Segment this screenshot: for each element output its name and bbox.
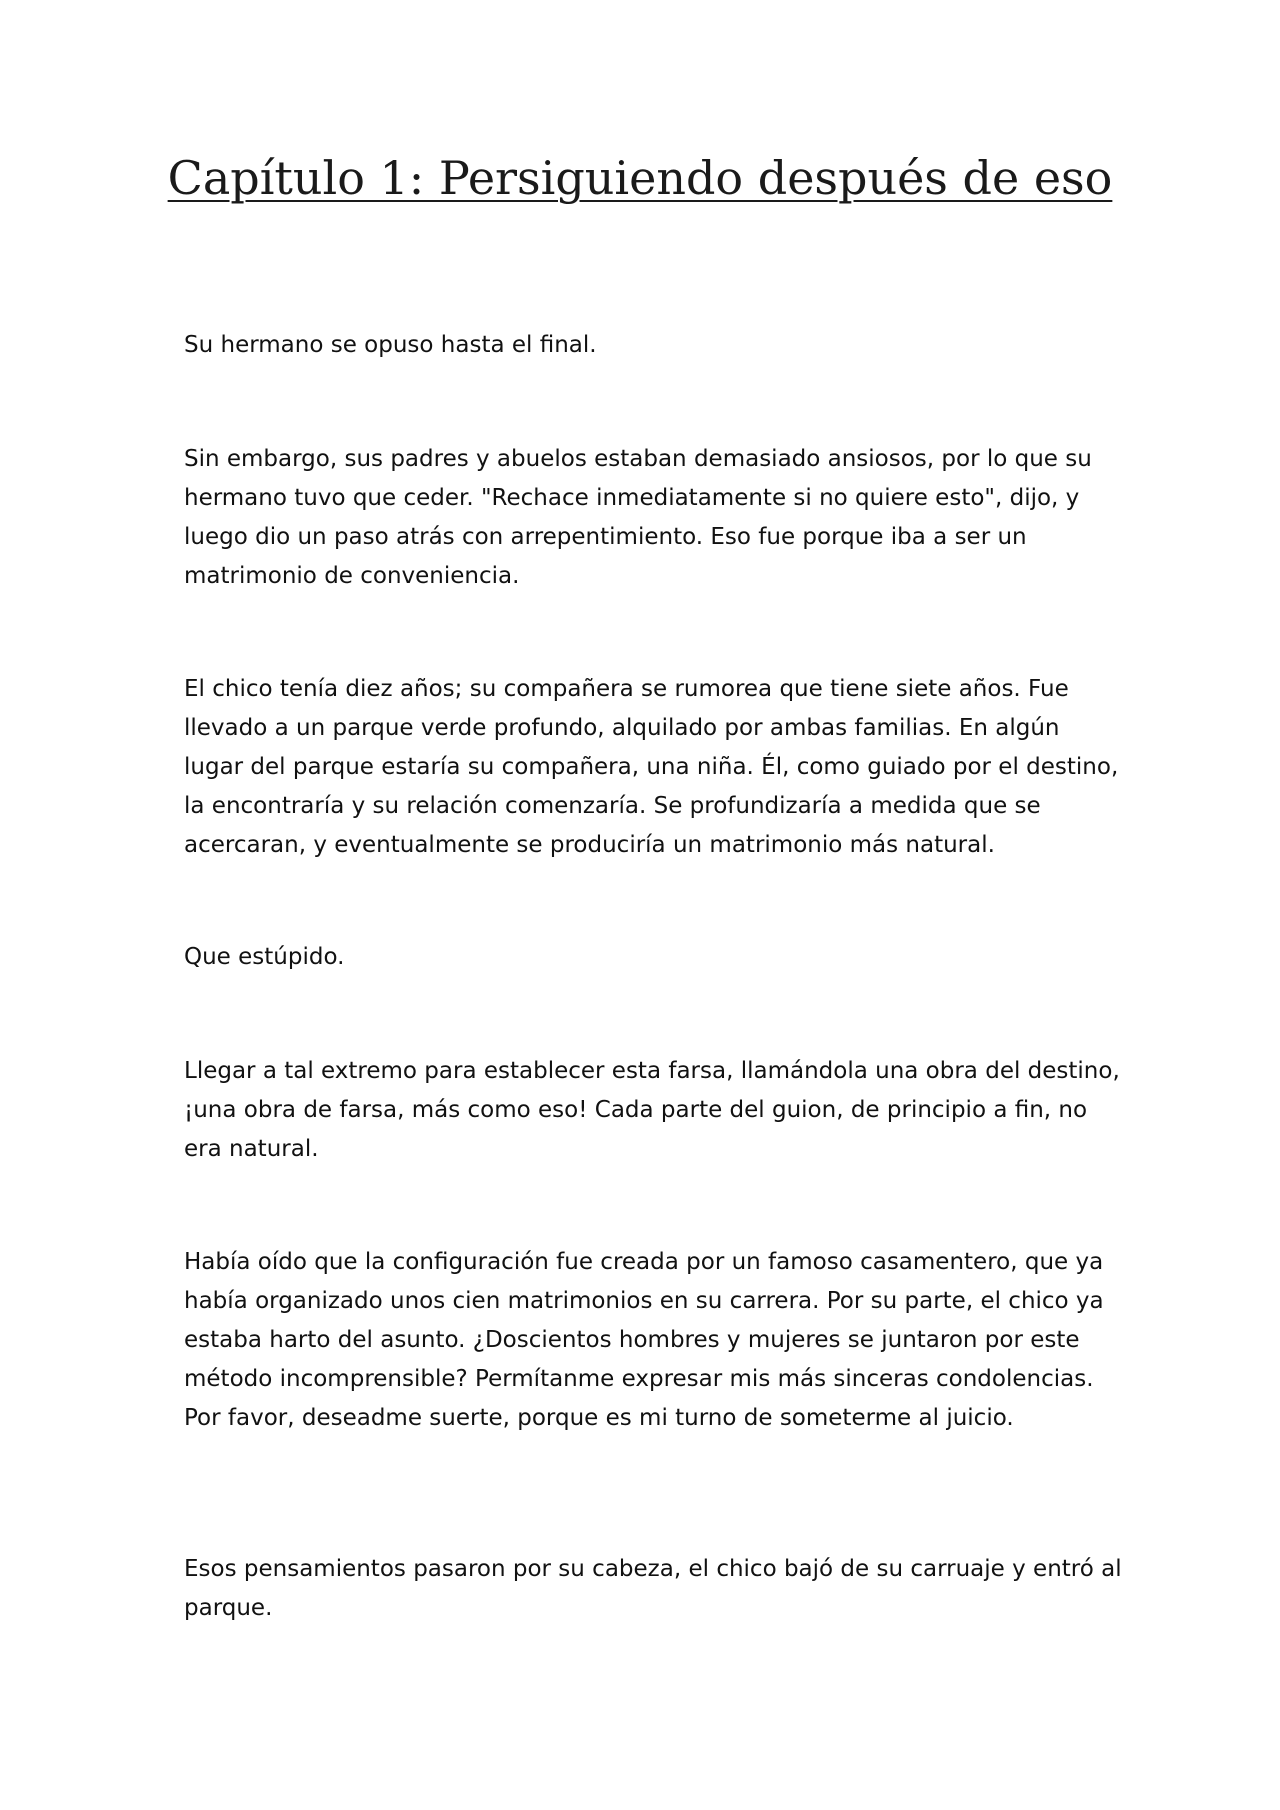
- paragraph-5: Llegar a tal extremo para establecer esta farsa, llamándola una obra del destino, ¡una obra de farsa, más como eso! Cada parte del guion, de principio a fin, no era natural.: [184, 1058, 1120, 1162]
- paragraph-1: Su hermano se opuso hasta el final.: [184, 332, 597, 358]
- chapter-title: Capítulo 1: Persiguiendo después de eso: [167, 151, 1113, 205]
- paragraph-7: Esos pensamientos pasaron por su cabeza, el chico bajó de su carruaje y entró al parque.: [184, 1556, 1122, 1621]
- paragraph-2: Sin embargo, sus padres y abuelos estaban demasiado ansiosos, por lo que su hermano tuvo que ceder. "Rechace inmediatamente si no quiere esto", dijo, y luego dio un paso atrás con arrepentimiento. Eso fue porque iba a ser un matrimonio de conveniencia.: [184, 446, 1092, 589]
- paragraph-4: Que estúpido.: [184, 944, 345, 970]
- paragraph-6: Había oído que la configuración fue creada por un famoso casamentero, que ya había organizado unos cien matrimonios en su carrera. Por su parte, el chico ya estaba harto del asunto. ¿Doscientos hombres y mujeres se juntaron por este método incomprensible? Permítanme expresar mis más sinceras condolencias. Por favor, deseadme suerte, porque es mi turno de someterme al juicio.: [184, 1249, 1104, 1431]
- paragraph-3: El chico tenía diez años; su compañera se rumorea que tiene siete años. Fue llevado a un parque verde profundo, alquilado por ambas familias. En algún lugar del parque estaría su compañera, una niña. Él, como guiado por el destino, la encontraría y su relación comenzaría. Se profundizaría a medida que se acercaran, y eventualmente se produciría un matrimonio más natural.: [184, 676, 1119, 858]
